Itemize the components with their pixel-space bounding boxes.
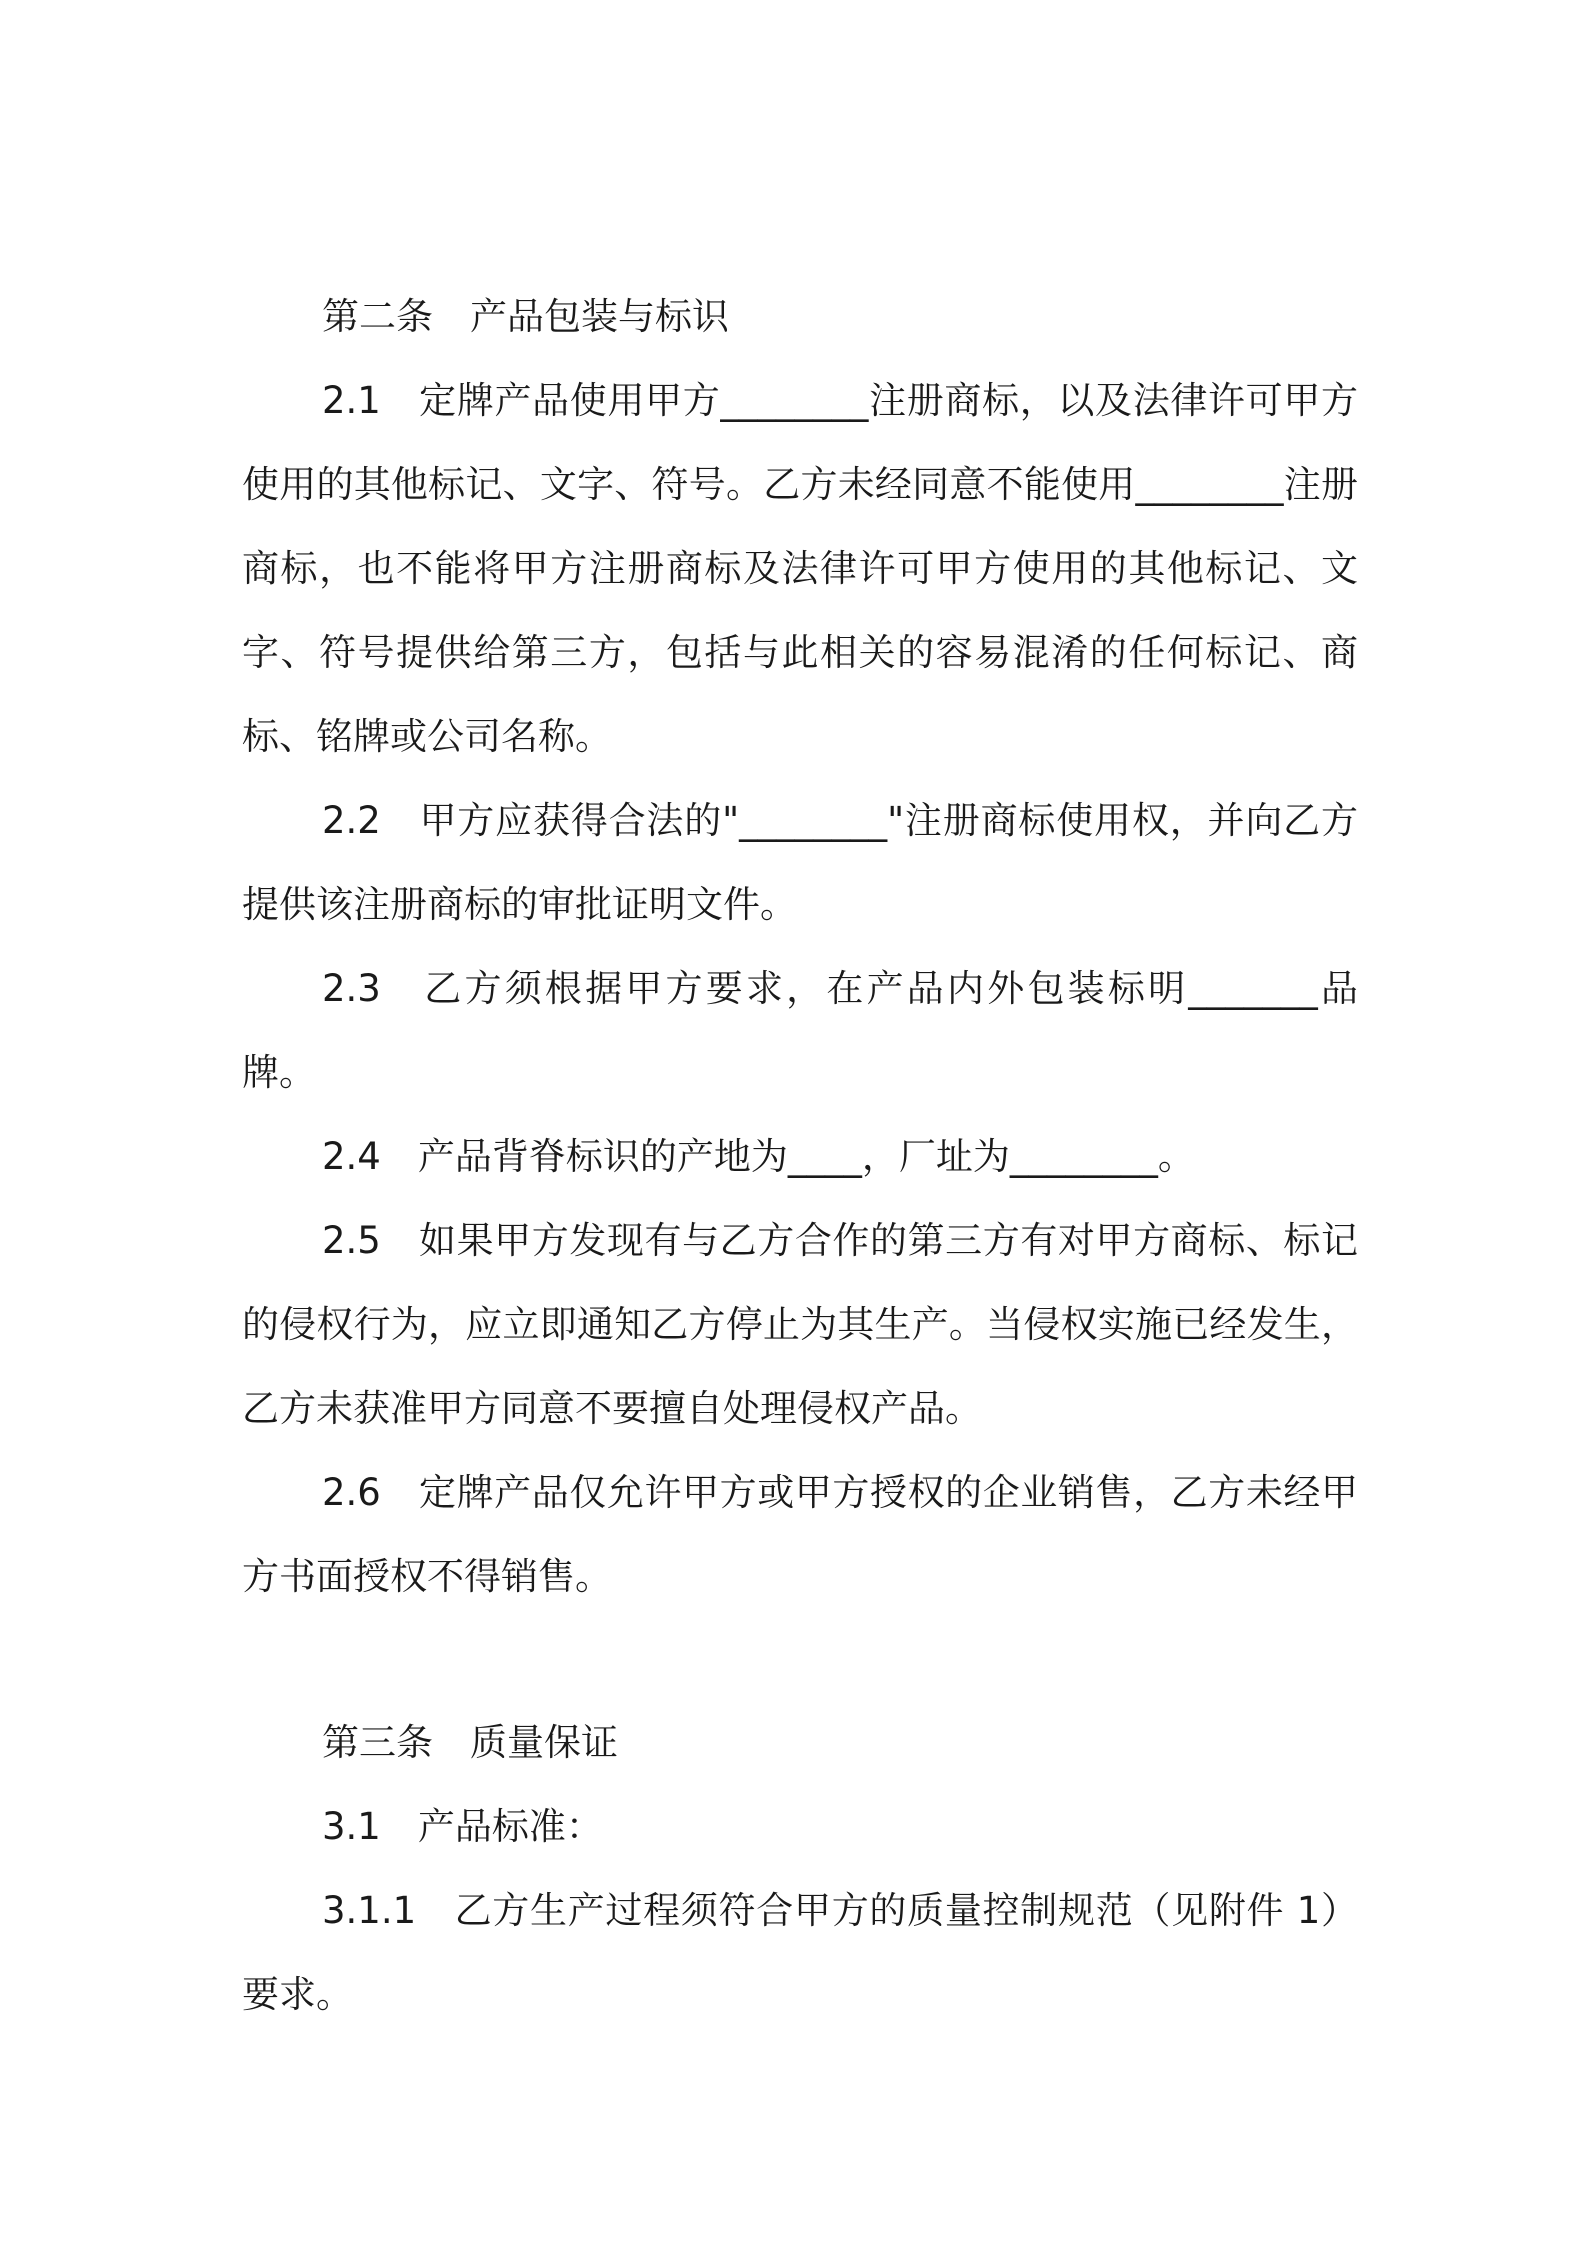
clause-2-2: 2.2 甲方应获得合法的"________"注册商标使用权，并向乙方提供该注册商标的审批证明文件。 (242, 799, 1358, 926)
clause-2-1: 2.1 定牌产品使用甲方________注册商标，以及法律许可甲方使用的其他标记、文字、符号。乙方未经同意不能使用________注册商标，也不能将甲方注册商标及法律许可甲方使用的其他标记、文字、符号提供给第三方，包括与此相关的容易混淆的任何标记、商标、铭牌或公司名称。 (242, 379, 1358, 758)
article-3 (242, 1701, 1358, 2037)
article-2 (242, 275, 1358, 1619)
clause-3-1: 3.1 产品标准： (322, 1805, 603, 1848)
article-2-heading: 第二条 产品包装与标识 (322, 295, 729, 338)
document-body (242, 275, 1358, 2037)
clause-2-4: 2.4 产品背脊标识的产地为____，厂址为________。 (322, 1135, 1195, 1178)
clause-2-3: 2.3 乙方须根据甲方要求，在产品内外包装标明_______品牌。 (242, 967, 1358, 1094)
clause-2-6: 2.6 定牌产品仅允许甲方或甲方授权的企业销售，乙方未经甲方书面授权不得销售。 (242, 1471, 1358, 1598)
article-3-heading: 第三条 质量保证 (322, 1721, 618, 1764)
section-spacer (242, 1619, 1358, 1701)
clause-2-5: 2.5 如果甲方发现有与乙方合作的第三方有对甲方商标、标记的侵权行为，应立即通知乙方停止为其生产。当侵权实施已经发生，乙方未获准甲方同意不要擅自处理侵权产品。 (242, 1219, 1358, 1430)
clause-3-1-1: 3.1.1 乙方生产过程须符合甲方的质量控制规范（见附件 1）要求。 (242, 1889, 1358, 2016)
